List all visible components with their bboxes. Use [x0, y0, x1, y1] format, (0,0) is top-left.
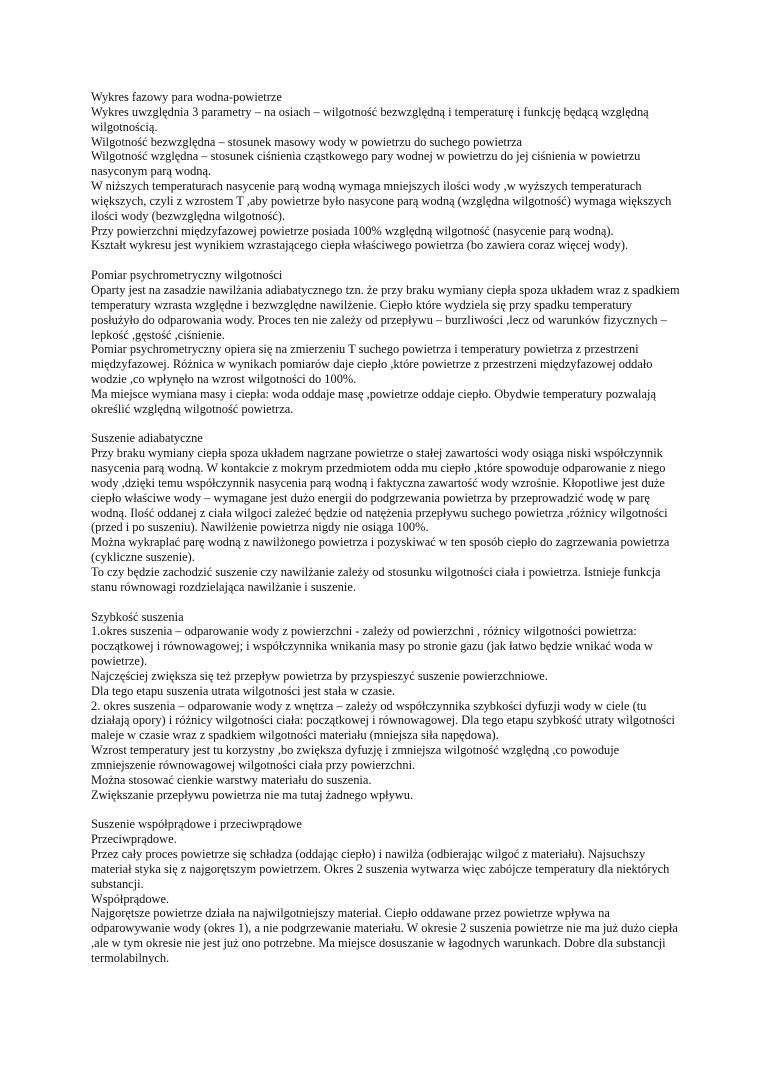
section-psychrometric	[91, 268, 683, 416]
paragraph: 1.okres suszenia – odparowanie wody z powierzchni - zależy od powierzchni , różnicy wilgotności powietrza: początkowej i równowagowej; i współczynnika wnikania masy po stronie gazu (jak łatwo będzie wnikać woda w powietrze).	[91, 624, 653, 669]
paragraph: To czy będzie zachodzić suszenie czy nawilżanie zależy od stosunku wilgotności ciała i powietrza. Istnieje funkcja stanu równowagi rozdzielająca nawilżanie i suszenie.	[91, 565, 661, 594]
section-heading: Suszenie współprądowe i przeciwprądowe	[91, 817, 302, 832]
paragraph: Najczęściej zwiększa się też przepływ powietrza by przyspieszyć suszenie powierzchniowe.	[91, 668, 548, 683]
paragraph: Przy braku wymiany ciepła spoza układem nagrzane powietrze o stałej zawartości wody osiąga niski współczynnik nasycenia parą wodną. W kontakcie z mokrym przedmiotem odda mu ciepło ,które spowoduje odparowanie z niego wody ,dzięki temu współczynnik nasycenia parą wodną i faktyczna zawartość wody wzrośnie. Kłopotliwe jest duże ciepło właściwe wody – wymagane jest dużo energii do podgrzewania powietrza by przeprowadzić wodę w parę wodną. Ilość oddanej z ciała wilgoci zależeć będzie od natężenia przepływu suchego powietrza ,różnicy wilgotności (przed i po suszeniu). Nawilżenie powietrza nigdy nie osiąga 100%.	[91, 446, 668, 535]
paragraph: Można wykraplać parę wodną z nawilżonego powietrza i pozyskiwać w ten sposób ciepło do zagrzewania powietrza (cykliczne suszenie).	[91, 535, 670, 565]
paragraph: Przy powierzchni międzyfazowej powietrze posiada 100% względną wilgotność (nasycenie parą wodną).	[91, 223, 614, 238]
paragraph: Wzrost temperatury jest tu korzystny ,bo zwiększa dyfuzję i zmniejsza wilgotność względną ,co powoduje zmniejszenie równowagowej wilgotności ciała przy powierzchni.	[91, 743, 620, 772]
paragraph: Przez cały proces powietrze się schładza (oddając ciepło) i nawilża (odbierając wilgoć z materiału). Najsuchszy materiał styka się z najgorętszym powietrzem. Okres 2 suszenia wytwarza więc zabójcze temperatury dla niektórych substancji.	[91, 847, 670, 891]
paragraph: Oparty jest na zasadzie nawilżania adiabatycznego tzn. że przy braku wymiany ciepła spoza układem wraz z spadkiem temperatury wzrasta względne i bezwzględne nawilżenie. Ciepło które wydziela się przy spadku temperatury posłużyło do odparowania wody. Proces ten nie zależy od przepływu – burzliwości ,lecz od warunków fizycznych – lepkość ,gęstość ,ciśnienie.	[91, 282, 680, 342]
paragraph: Można stosować cienkie warstwy materiału do suszenia.	[91, 772, 372, 787]
paragraph: Wilgotność względna – stosunek ciśnienia cząstkowego pary wodnej w powietrzu do jej ciśnienia w powietrzu nasyconym parą wodną.	[91, 149, 641, 179]
blank-line	[91, 417, 683, 432]
section-heading: Suszenie adiabatyczne	[91, 431, 203, 446]
section-heading: Pomiar psychrometryczny wilgotności	[91, 268, 283, 283]
paragraph: Kształt wykresu jest wynikiem wzrastającego ciepła właściwego powietrza (bo zawiera coraz więcej wody).	[91, 238, 629, 253]
paragraph: Zwiększanie przepływu powietrza nie ma tutaj żadnego wpływu.	[91, 787, 414, 802]
paragraph: 2. okres suszenia – odparowanie wody z wnętrza – zależy od współczynnika szybkości dyfuzji wody w ciele (tu działają opory) i różnicy wilgotności ciała: początkowej i równowagowej. Dla tego etapu szybkość utraty wilgotności maleje w czasie wraz z spadkiem wilgotności materiału (mniejsza siła napędowa).	[91, 698, 675, 743]
paragraph: W niższych temperaturach nasycenie parą wodną wymaga mniejszych ilości wody ,w wyższych temperaturach większych, czyli z wzrostem T ,aby powietrze było nasycone parą wodną (względna wilgotność) wymaga większych ilości wody (bezwzględna wilgotność).	[91, 179, 672, 223]
blank-line	[91, 803, 683, 818]
blank-line	[91, 253, 683, 268]
paragraph: Ma miejsce wymiana masy i ciepła: woda oddaje masę ,powietrze oddaje ciepło. Obydwie temperatury pozwalają określić względną wilgotność powietrza.	[91, 386, 656, 416]
subheading: Współprądowe.	[91, 891, 170, 906]
section-heading: Szybkość suszenia	[91, 609, 184, 624]
paragraph: Dla tego etapu suszenia utrata wilgotności jest stała w czasie.	[91, 683, 396, 698]
section-adiabatic-drying	[91, 431, 683, 594]
document-page	[91, 90, 683, 966]
paragraph: Wilgotność bezwzględna – stosunek masowy wody w powietrzu do suchego powietrza	[91, 134, 523, 149]
section-co-counter-current	[91, 817, 683, 965]
subheading: Przeciwprądowe.	[91, 832, 177, 847]
section-drying-rate	[91, 610, 683, 803]
section-heading: Wykres fazowy para wodna-powietrze	[91, 90, 282, 104]
section-phase-diagram	[91, 90, 683, 253]
paragraph: Pomiar psychrometryczny opiera się na zmierzeniu T suchego powietrza i temperatury powietrza z przestrzeni międzyfazowej. Różnica w wynikach pomiarów daje ciepło ,które powietrze z przestrzeni międzyfazowej oddało wodzie ,co wpłynęło na wzrost wilgotności do 100%.	[91, 342, 653, 387]
paragraph: Wykres uwzględnia 3 parametry – na osiach – wilgotność bezwzględną i temperaturę i funkcję będącą względną wilgotnością.	[91, 104, 649, 134]
blank-line	[91, 595, 683, 610]
paragraph: Najgorętsze powietrze działa na najwilgotniejszy materiał. Ciepło oddawane przez powietrze wpływa na odparowywanie wody (okres 1), a nie podgrzewanie materiału. W okresie 2 suszenia powietrze nie ma już dużo ciepła ,ale w tym okresie nie jest już ono potrzebne. Ma miejsce dosuszanie w łagodnych warunkach. Dobre dla substancji termolabilnych.	[91, 906, 678, 965]
